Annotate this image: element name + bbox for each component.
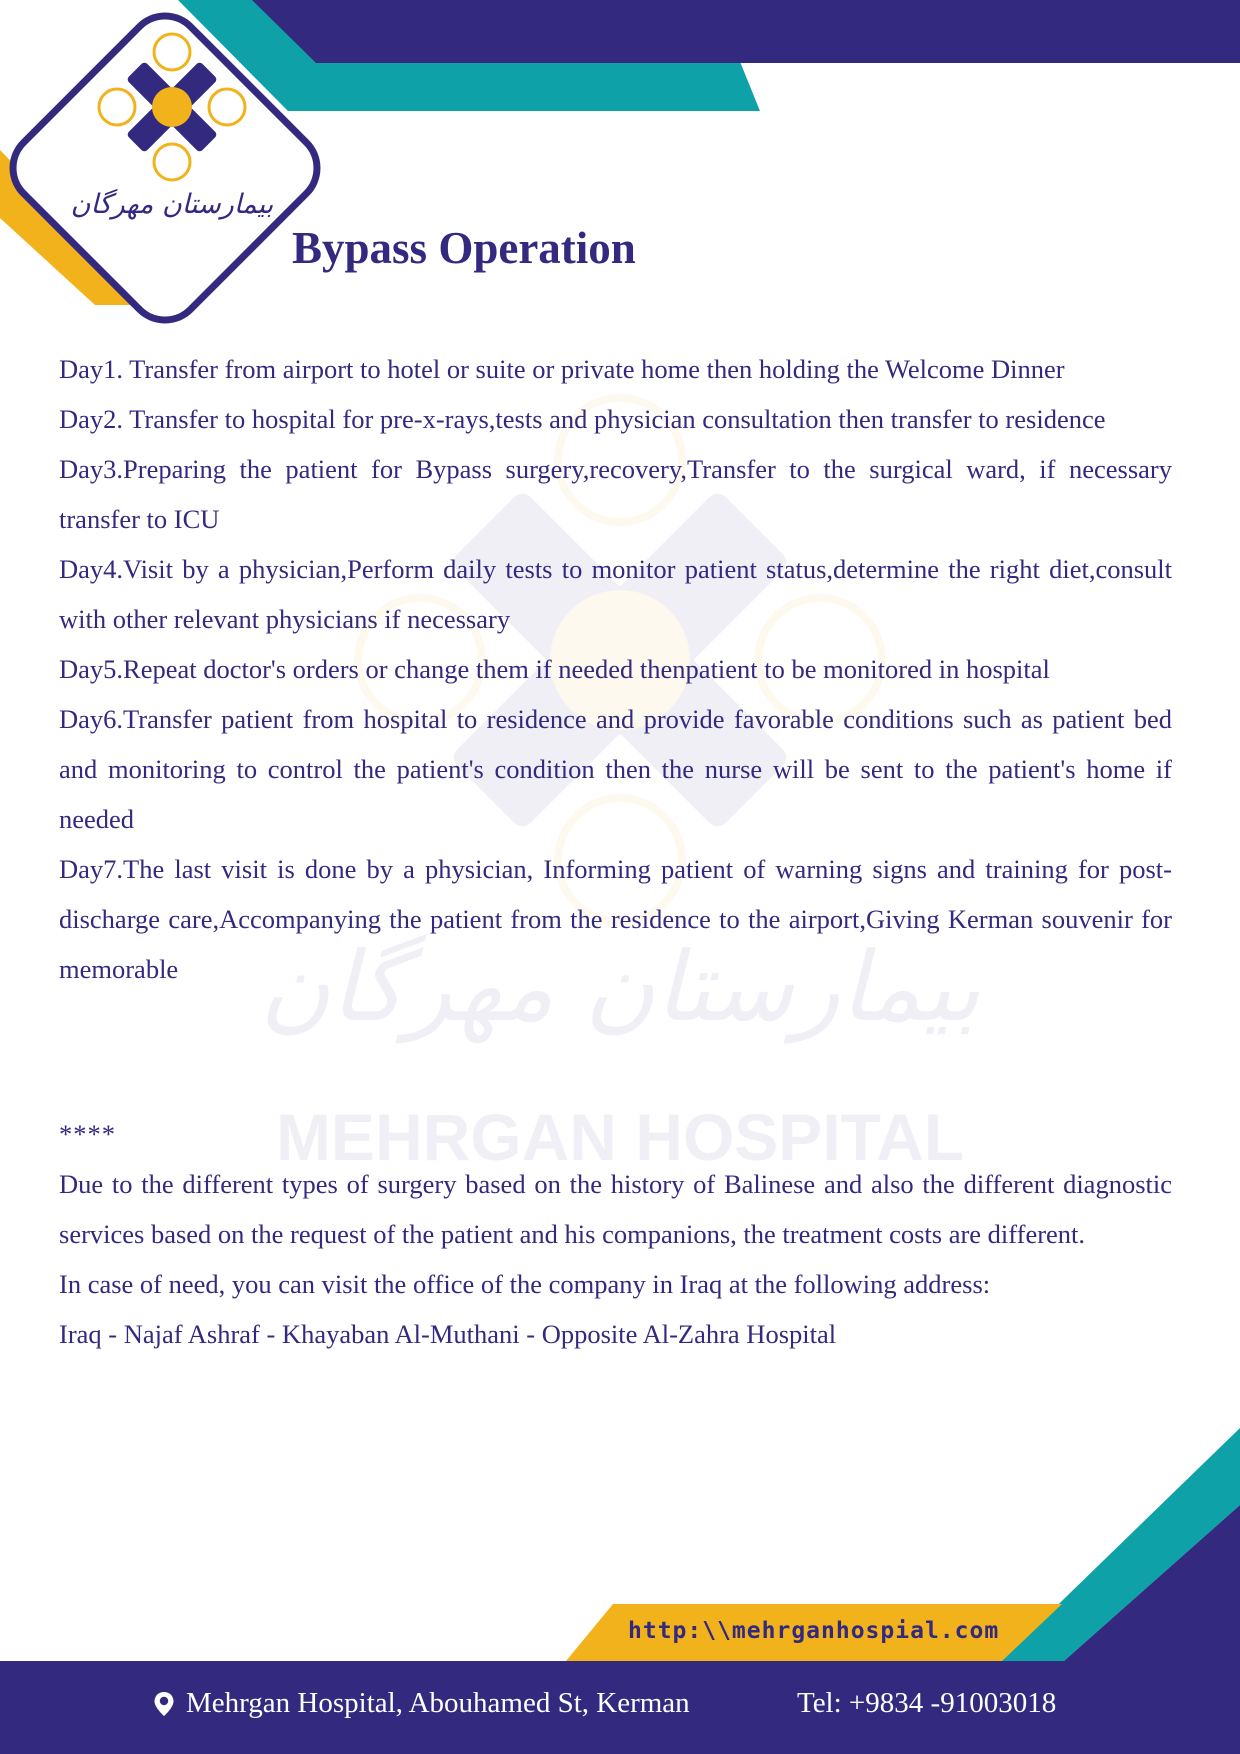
hospital-logo	[0, 0, 340, 320]
footer-bar	[0, 1661, 1240, 1754]
office-address: Iraq - Najaf Ashraf - Khayaban Al-Muthani - Opposite Al-Zahra Hospital	[59, 1319, 837, 1349]
section-separator: ****	[59, 1119, 116, 1149]
logo-text: بیمارستان مهرگان	[70, 189, 274, 220]
website-link[interactable]: http:\\mehrganhospial.com	[628, 1618, 1000, 1644]
footer-address	[152, 1687, 690, 1720]
cost-note: Due to the different types of surgery based on the history of Balinese and also the different diagnostic services based on the request of the patient and his companions, the treatment costs are different.	[59, 1169, 1172, 1249]
itinerary-day-7: Day7.The last visit is done by a physician, Informing patient of warning signs and training for post-discharge care,Accompanying the patient from the residence to the airport,Giving Kerman souvenir for memorable	[59, 854, 1172, 984]
itinerary-day-2: Day2. Transfer to hospital for pre-x-rays,tests and physician consultation then transfer to residence	[59, 404, 1106, 434]
watermark-text-fa: بیمارستان مهرگان	[259, 931, 981, 1043]
footer-phone: Tel: +9834 -91003018	[797, 1687, 1057, 1719]
location-pin-icon	[152, 1691, 176, 1717]
watermark-text-en: MEHRGAN HOSPITAL	[275, 1100, 965, 1174]
itinerary-day-6: Day6.Transfer patient from hospital to residence and provide favorable conditions such as patient bed and monitoring to control the patient's condition then the nurse will be sent to the patient's home if needed	[59, 704, 1172, 834]
itinerary-day-5: Day5.Repeat doctor's orders or change them if needed thenpatient to be monitored in hospital	[59, 654, 1050, 684]
itinerary-day-1: Day1. Transfer from airport to hotel or suite or private home then holding the Welcome Dinner	[59, 354, 1065, 384]
itinerary-day-4: Day4.Visit by a physician,Perform daily tests to monitor patient status,determine the right diet,consult with other relevant physicians if necessary	[59, 554, 1172, 634]
itinerary-day-3: Day3.Preparing the patient for Bypass surgery,recovery,Transfer to the surgical ward, if necessary transfer to ICU	[59, 454, 1172, 534]
footer-address-text: Mehrgan Hospital, Abouhamed St, Kerman	[186, 1687, 690, 1719]
document-body	[59, 344, 1172, 1359]
office-note: In case of need, you can visit the office of the company in Iraq at the following address:	[59, 1269, 991, 1299]
page-title: Bypass Operation	[292, 223, 636, 273]
